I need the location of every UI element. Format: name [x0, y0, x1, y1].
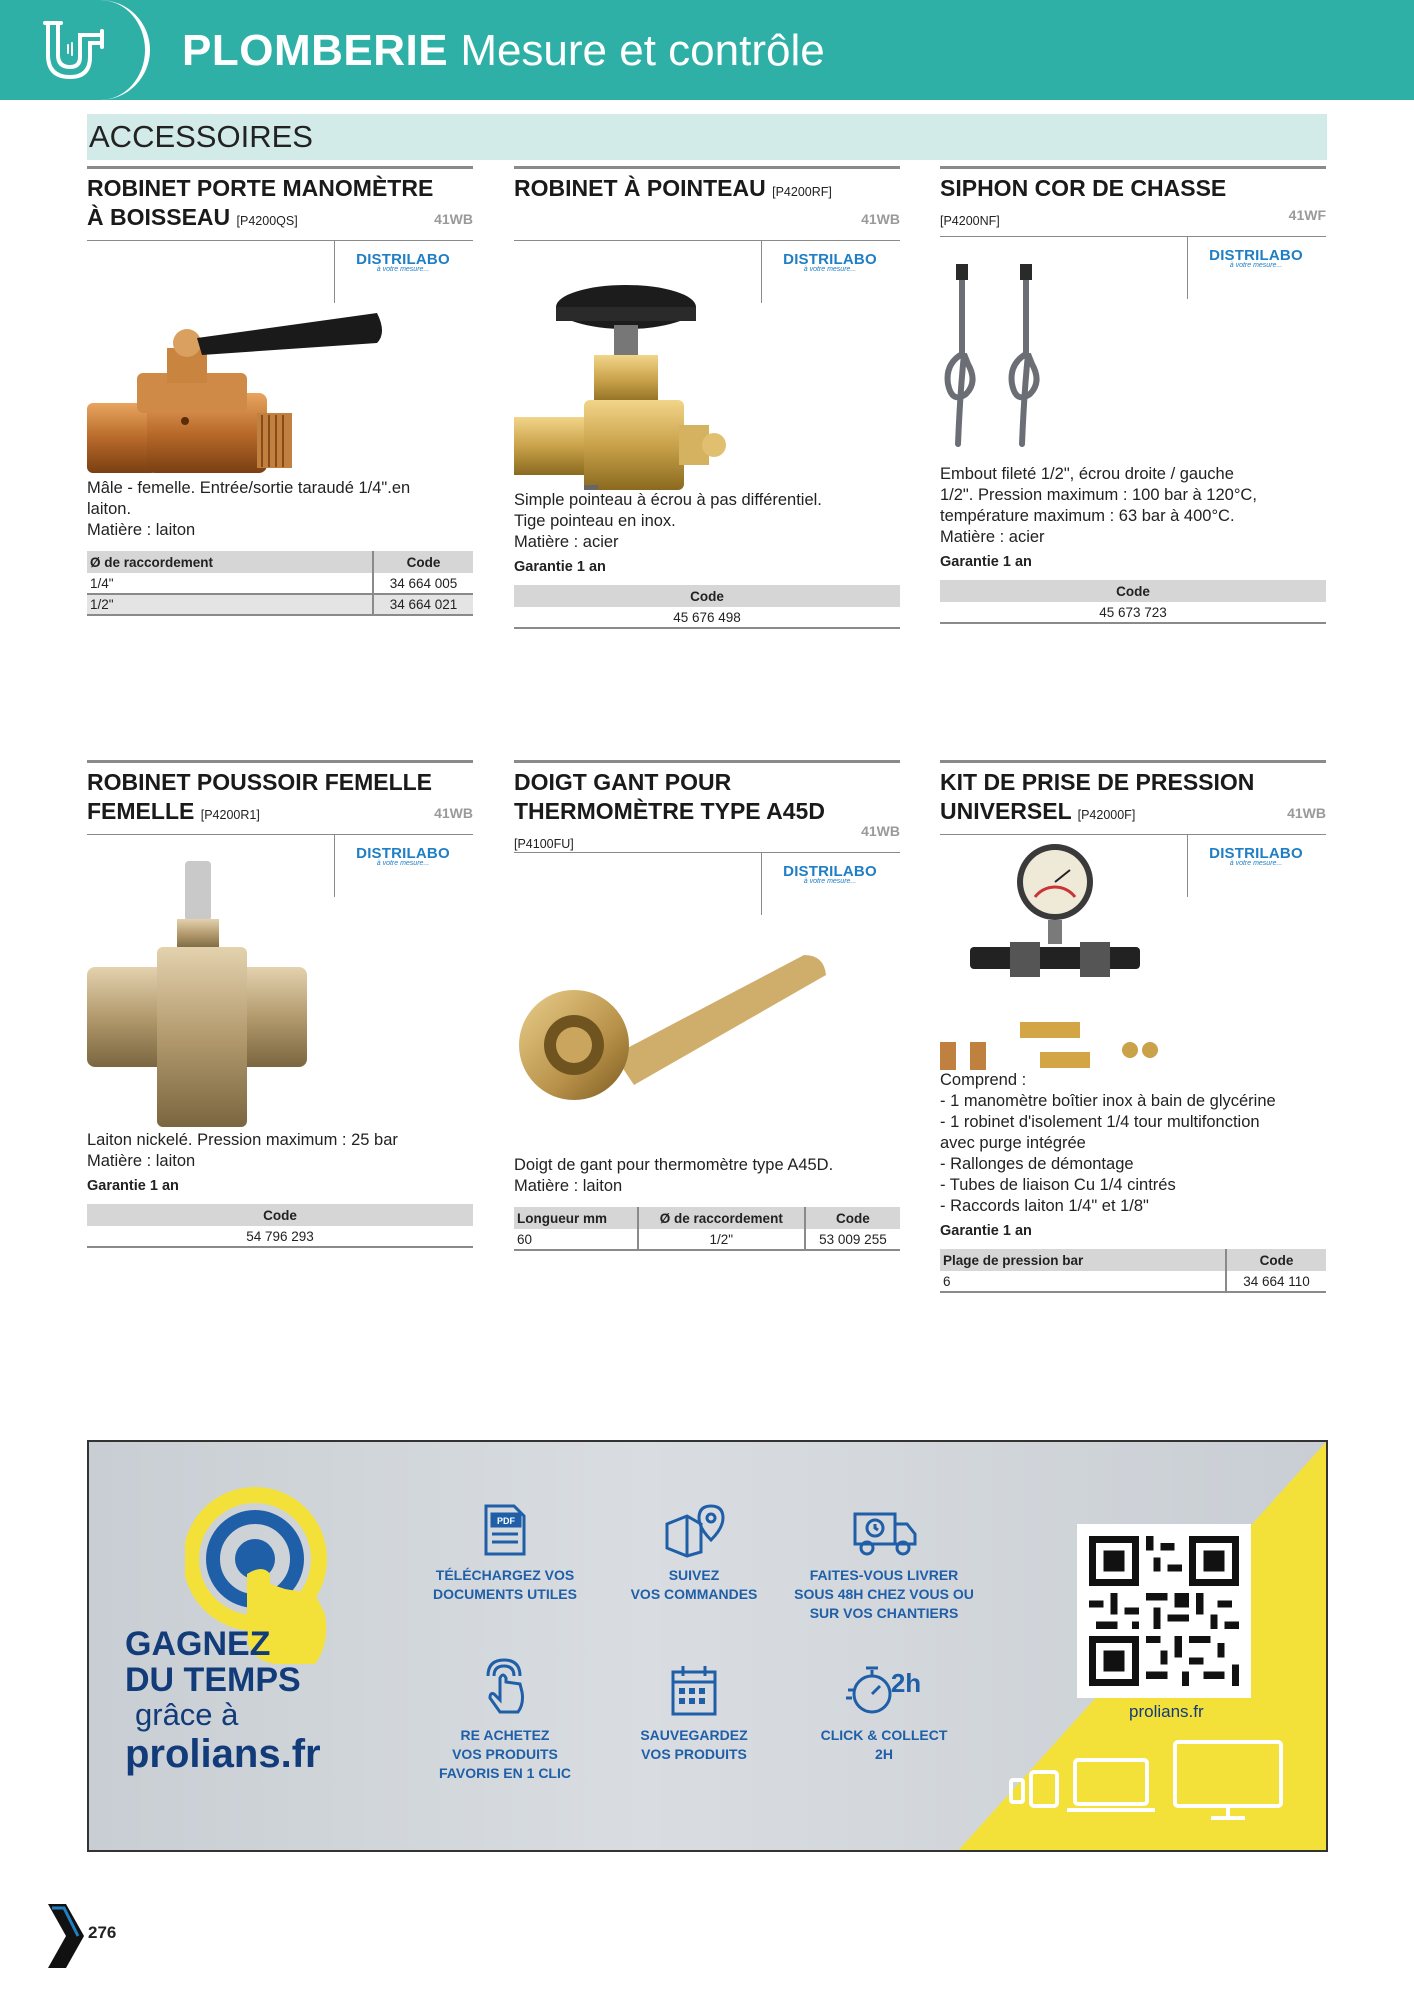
product-title: ROBINET À POINTEAU [P4200RF] 41WB: [514, 174, 900, 236]
warranty-label: Garantie 1 an: [940, 554, 1032, 570]
product-image: [87, 303, 473, 478]
brand-logo: DISTRILABO à votre mesure...: [940, 835, 1326, 897]
product-description: Doigt de gant pour thermomètre type A45D. Matière : laiton: [514, 1156, 834, 1195]
product-card: [940, 166, 1326, 624]
qr-code[interactable]: [1077, 1524, 1251, 1698]
brand-logo: DISTRILABO à votre mesure...: [87, 241, 473, 303]
brand-logo: DISTRILABO à votre mesure...: [87, 835, 473, 897]
product-ref: [P4200R1]: [200, 808, 260, 822]
warranty-label: Garantie 1 an: [514, 559, 606, 575]
devices-icon: [1007, 1732, 1307, 1822]
calendar-icon: [669, 1662, 719, 1718]
product-description: Embout fileté 1/2", écrou droite / gauche 1/2". Pression maximum : 100 bar à 120°C, température maximum : 63 bar à 400°C. Matière : acier: [940, 465, 1257, 546]
map-pin-box-icon: [661, 1502, 727, 1558]
section-heading: [87, 114, 1327, 160]
header-category: PLOMBERIE: [182, 26, 449, 75]
product-card: [87, 760, 473, 1248]
brand-logo: DISTRILABO à votre mesure...: [514, 241, 900, 303]
product-title: SIPHON COR DE CHASSE [P4200NF] 41WF: [940, 175, 1326, 228]
product-code-table: Code 45 676 498: [514, 585, 900, 629]
delivery-truck-icon: [849, 1502, 919, 1558]
banner-slogan: GAGNEZ DU TEMPS grâce à prolians.fr: [125, 1625, 321, 1776]
product-card: [87, 166, 473, 616]
table-row: 60 1/2" 53 009 255: [514, 1229, 900, 1250]
header-subcategory: Mesure et contrôle: [460, 26, 825, 75]
product-title: ROBINET PORTE MANOMÈTRE À BOISSEAU [P4200QS] 41WB: [87, 174, 473, 236]
feature-track-orders[interactable]: SUIVEZ VOS COMMANDES: [604, 1496, 784, 1604]
table-row: 6 34 664 110: [940, 1271, 1326, 1292]
page-number: 276: [88, 1923, 117, 1942]
feature-save-products[interactable]: SAUVEGARDEZ VOS PRODUITS: [604, 1656, 784, 1764]
product-category-code: 41WB: [434, 211, 473, 227]
feature-click-collect[interactable]: 2h CLICK & COLLECT 2H: [794, 1656, 974, 1764]
table-row: 54 796 293: [87, 1226, 473, 1247]
product-image: [87, 847, 473, 1130]
product-ref: [P42000F]: [1077, 808, 1136, 822]
product-code-table: Longueur mm Ø de raccordement Code 60 1/2" 53 009 255: [514, 1207, 900, 1251]
product-image: [940, 244, 1326, 464]
product-description: Laiton nickelé. Pression maximum : 25 bar Matière : laiton: [87, 1131, 398, 1170]
product-image: [940, 842, 1326, 1070]
brand-logo: DISTRILABO à votre mesure...: [940, 237, 1326, 299]
product-image: [514, 915, 900, 1155]
page-arrow-icon: [48, 1904, 84, 1968]
header-icon-tab: [0, 0, 150, 100]
tap-hand-icon: [480, 1654, 530, 1718]
product-category-code: 41WB: [861, 211, 900, 227]
product-title: KIT DE PRISE DE PRESSION UNIVERSEL [P42000F] 41WB: [940, 768, 1326, 830]
product-code-table: Code 45 673 723: [940, 580, 1326, 624]
product-category-code: 41WB: [861, 823, 900, 839]
feature-delivery[interactable]: FAITES-VOUS LIVRER SOUS 48H CHEZ VOUS OU SUR VOS CHANTIERS: [794, 1496, 974, 1623]
table-row: 45 676 498: [514, 607, 900, 628]
product-code-table: Ø de raccordement Code 1/4" 34 664 005 1/2" 34 664 021: [87, 551, 473, 616]
warranty-label: Garantie 1 an: [87, 1178, 179, 1194]
promo-banner[interactable]: [87, 1440, 1328, 1852]
website-url[interactable]: prolians.fr: [1129, 1702, 1204, 1721]
page-header: [0, 0, 1414, 100]
product-image: [514, 245, 900, 490]
warranty-label: Garantie 1 an: [940, 1223, 1032, 1239]
pdf-document-icon: [480, 1502, 530, 1558]
page-title: [182, 26, 825, 76]
product-category-code: 41WB: [434, 805, 473, 821]
product-description: Mâle - femelle. Entrée/sortie taraudé 1/4".en laiton. Matière : laiton: [87, 479, 411, 539]
product-description: Simple pointeau à écrou à pas différentiel. Tige pointeau en inox. Matière : acier: [514, 491, 822, 551]
table-row: 45 673 723: [940, 602, 1326, 623]
feature-download-docs[interactable]: PDF TÉLÉCHARGEZ VOS DOCUMENTS UTILES: [415, 1496, 595, 1604]
product-title: DOIGT GANT POUR THERMOMÈTRE TYPE A45D [P4100FU] 41WB: [514, 769, 900, 851]
product-code-table: Plage de pression bar Code 6 34 664 110: [940, 1249, 1326, 1293]
product-category-code: 41WF: [1288, 207, 1326, 223]
product-card: [940, 760, 1326, 1293]
product-title: ROBINET POUSSOIR FEMELLE FEMELLE [P4200R1] 41WB: [87, 768, 473, 830]
product-ref: [P4200NF]: [940, 214, 1000, 228]
product-description: Comprend : - 1 manomètre boîtier inox à bain de glycérine - 1 robinet d'isolement 1/4 tour multifonction avec purge intégrée - Rallonges de démontage - Tubes de liaison Cu 1/4 cintrés - Raccords laiton 1/4" et 1/8": [940, 1071, 1276, 1215]
brand-logo: DISTRILABO à votre mesure...: [514, 853, 900, 915]
product-ref: [P4200RF]: [772, 185, 832, 199]
pipe-icon: [38, 15, 108, 85]
product-card: [514, 760, 900, 1251]
svg-text:PDF: PDF: [497, 1516, 515, 1526]
product-category-code: 41WB: [1287, 805, 1326, 821]
feature-reorder[interactable]: RE ACHETEZ VOS PRODUITS FAVORIS EN 1 CLIC: [415, 1656, 595, 1783]
product-ref: [P4200QS]: [236, 214, 298, 228]
section-title: ACCESSOIRES: [89, 119, 313, 154]
product-code-table: Code 54 796 293: [87, 1204, 473, 1248]
svg-text:2h: 2h: [890, 1668, 922, 1698]
table-row: 1/2" 34 664 021: [87, 594, 473, 615]
table-row: 1/4" 34 664 005: [87, 573, 473, 594]
product-ref: [P4100FU]: [514, 837, 574, 851]
product-card: [514, 166, 900, 629]
stopwatch-2h-icon: [846, 1662, 922, 1718]
